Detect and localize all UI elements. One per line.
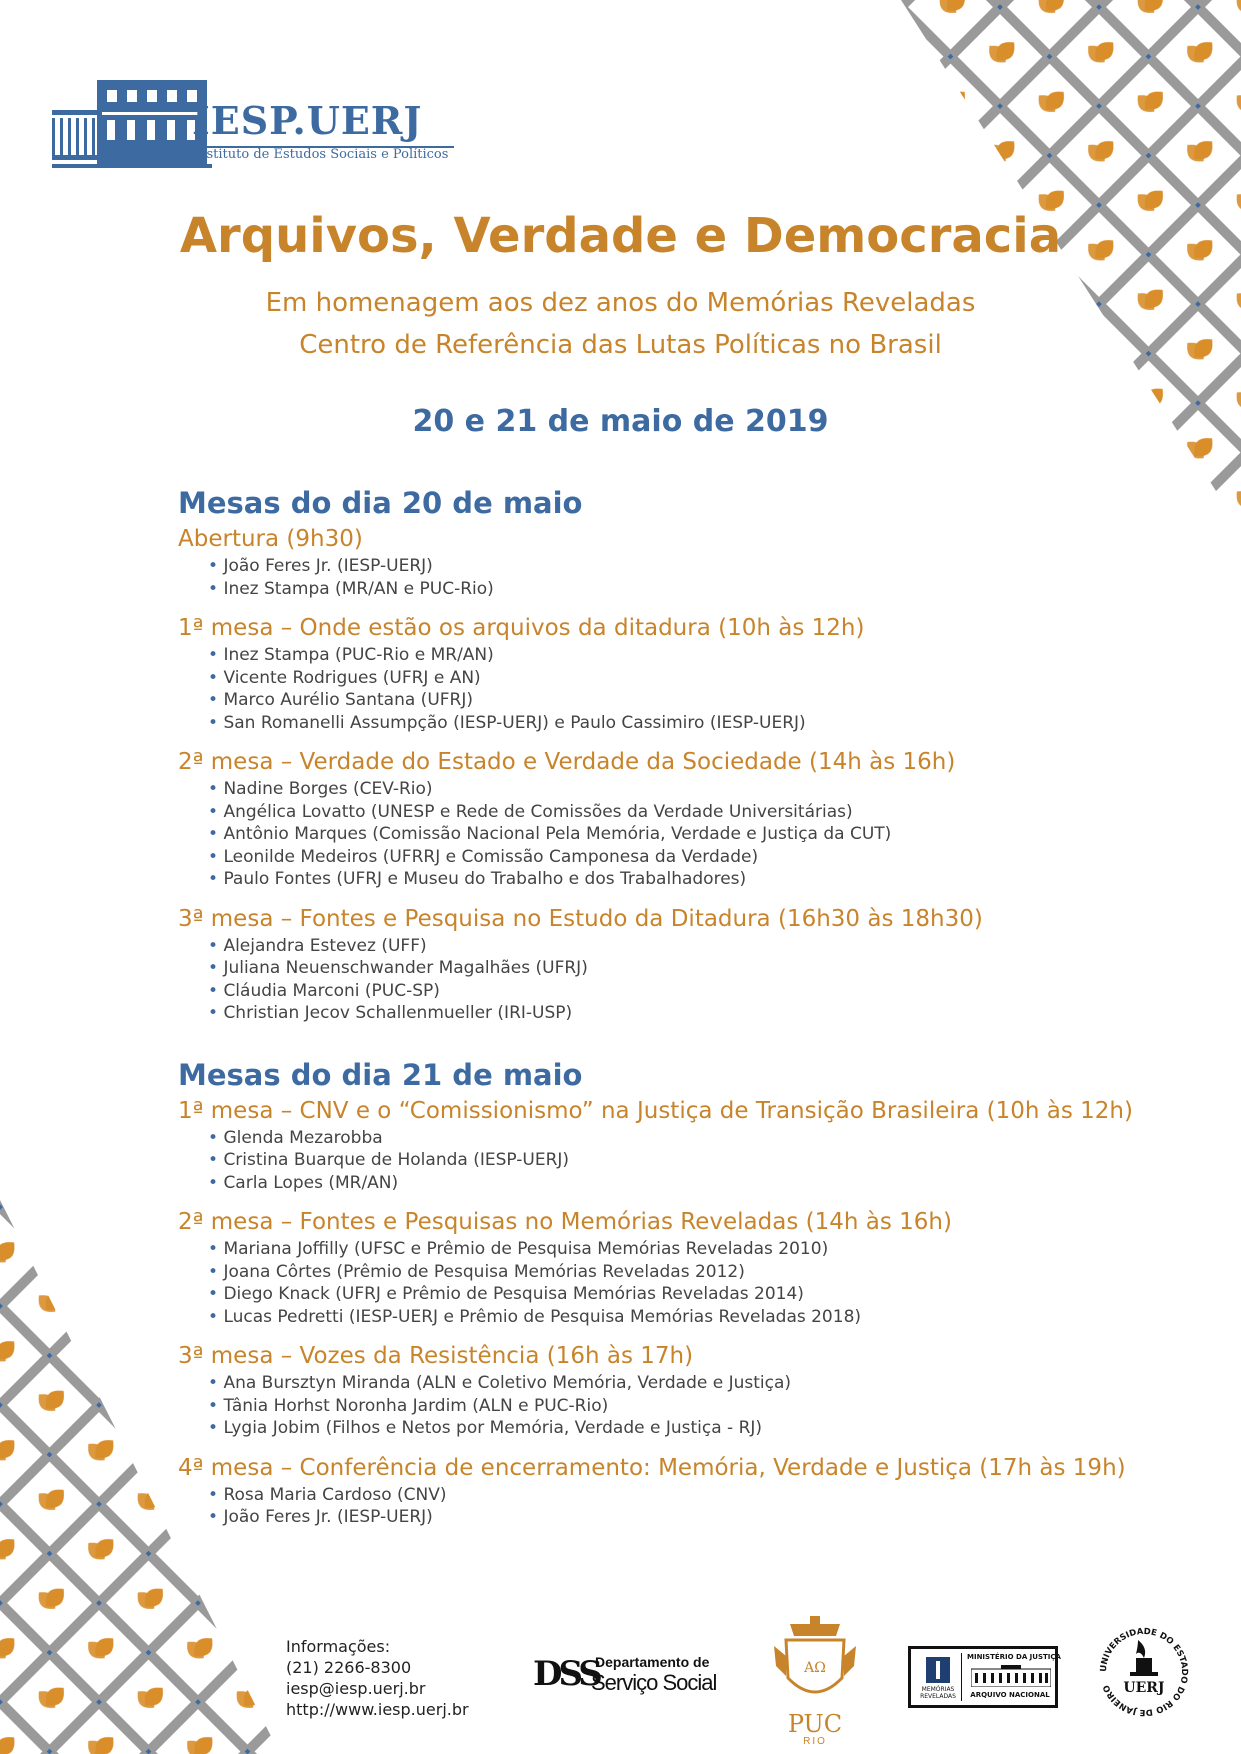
- speaker-item: • Mariana Joffilly (UFSC e Prêmio de Pesquisa Memórias Reveladas 2010): [208, 1238, 1138, 1261]
- speaker-item: • Diego Knack (UFRJ e Prêmio de Pesquisa Memórias Reveladas 2014): [208, 1283, 1138, 1306]
- speaker-item: • Inez Stampa (PUC-Rio e MR/AN): [208, 644, 1138, 667]
- uerj-ring-text: UNIVERSIDADE DO ESTADO DO RIO DE JANEIRO: [1098, 1626, 1190, 1718]
- speaker-list: [208, 778, 1138, 891]
- contact-info: [286, 1636, 469, 1720]
- program: [178, 483, 1138, 1541]
- day-heading: Mesas do dia 20 de maio: [178, 486, 583, 520]
- memorias-reveladas-label: MEMÓRIAS REVELADAS: [920, 1686, 956, 1700]
- event-date: 20 e 21 de maio de 2019: [412, 404, 829, 439]
- event-subtitle-line-1: Em homenagem aos dez anos do Memórias Reveladas: [265, 288, 976, 318]
- speaker-list: [208, 1238, 1138, 1328]
- iesp-logo-name: IESP.UERJ: [192, 98, 423, 143]
- speaker-list: [208, 935, 1138, 1025]
- speaker-list: [208, 555, 1138, 600]
- arquivo-nacional-building-icon: [971, 1665, 1051, 1687]
- uerj-logo: [1098, 1622, 1190, 1722]
- speaker-item: • Glenda Mezarobba: [208, 1127, 1138, 1150]
- puc-rio-logo: [772, 1616, 858, 1746]
- speaker-item: • Angélica Lovatto (UNESP e Rede de Comissões da Verdade Universitárias): [208, 801, 1138, 824]
- event-subtitle-line-2: Centro de Referência das Lutas Políticas no Brasil: [299, 330, 942, 360]
- puc-sub: RIO: [803, 1736, 827, 1747]
- speaker-item: • João Feres Jr. (IESP-UERJ): [208, 555, 1138, 578]
- dss-line-1: Departamento de: [595, 1654, 710, 1670]
- session-title: 4ª mesa – Conferência de encerramento: Memória, Verdade e Justiça (17h às 19h): [178, 1454, 1126, 1481]
- contact-label: Informações:: [286, 1637, 391, 1656]
- dss-mark: DSS: [533, 1654, 599, 1694]
- memorias-reveladas-arquivo-nacional-logo: [908, 1646, 1061, 1708]
- contact-website[interactable]: http://www.iesp.uerj.br: [286, 1700, 469, 1719]
- speaker-item: • Ana Bursztyn Miranda (ALN e Coletivo Memória, Verdade e Justiça): [208, 1372, 1138, 1395]
- speaker-item: • Inez Stampa (MR/AN e PUC-Rio): [208, 578, 1138, 601]
- session-title: 2ª mesa – Fontes e Pesquisas no Memórias Reveladas (14h às 16h): [178, 1209, 952, 1235]
- speaker-list: [208, 1127, 1138, 1195]
- speaker-item: • Leonilde Medeiros (UFRRJ e Comissão Camponesa da Verdade): [208, 846, 1138, 869]
- contact-phone: (21) 2266-8300: [286, 1658, 412, 1677]
- dss-line-2: Serviço Social: [591, 1670, 717, 1695]
- puc-name: PUC: [787, 1710, 843, 1738]
- session-title: 1ª mesa – Onde estão os arquivos da ditadura (10h às 12h): [178, 615, 865, 641]
- speaker-item: • Christian Jecov Schallenmueller (IRI-USP): [208, 1002, 1138, 1025]
- session-title: 2ª mesa – Verdade do Estado e Verdade da Sociedade (14h às 16h): [178, 749, 956, 775]
- speaker-item: • San Romanelli Assumpção (IESP-UERJ) e Paulo Cassimiro (IESP-UERJ): [208, 712, 1138, 735]
- speaker-item: • Juliana Neuenschwander Magalhães (UFRJ): [208, 957, 1138, 980]
- speaker-item: • Nadine Borges (CEV-Rio): [208, 778, 1138, 801]
- speaker-item: • Cláudia Marconi (PUC-SP): [208, 980, 1138, 1003]
- speaker-list: [208, 644, 1138, 734]
- speaker-item: • Lucas Pedretti (IESP-UERJ e Prêmio de Pesquisa Memórias Reveladas 2018): [208, 1306, 1138, 1329]
- memorias-reveladas-icon: [918, 1655, 958, 1685]
- contact-email[interactable]: iesp@iesp.uerj.br: [286, 1679, 426, 1698]
- day-heading: Mesas do dia 21 de maio: [178, 1057, 583, 1092]
- speaker-list: [208, 1372, 1138, 1440]
- session-title: 3ª mesa – Vozes da Resistência (16h às 17h): [178, 1343, 694, 1369]
- speaker-item: • Marco Aurélio Santana (UFRJ): [208, 689, 1138, 712]
- session-title: 1ª mesa – CNV e o “Comissionismo” na Justiça de Transição Brasileira (10h às 12h): [178, 1097, 1133, 1124]
- speaker-list: [208, 1484, 1138, 1529]
- iesp-logo-subtitle: Instituto de Estudos Sociais e Políticos: [193, 147, 449, 162]
- ministerio-justica-label: MINISTÉRIO DA JUSTIÇA: [967, 1653, 1061, 1661]
- uerj-name: UERJ: [1123, 1680, 1165, 1696]
- azulejo-pattern-top-right: [901, 0, 1241, 530]
- speaker-item: • Paulo Fontes (UFRJ e Museu do Trabalho e dos Trabalhadores): [208, 868, 1138, 891]
- uerj-torch-icon: [1130, 1640, 1158, 1676]
- speaker-item: • Rosa Maria Cardoso (CNV): [208, 1484, 1138, 1507]
- dss-logo: [533, 1652, 717, 1698]
- puc-crest-icon: [772, 1616, 858, 1708]
- speaker-item: • Alejandra Estevez (UFF): [208, 935, 1138, 958]
- speaker-item: • Carla Lopes (MR/AN): [208, 1172, 1138, 1195]
- speaker-item: • Lygia Jobim (Filhos e Netos por Memória, Verdade e Justiça - RJ): [208, 1417, 1138, 1440]
- speaker-item: • João Feres Jr. (IESP-UERJ): [208, 1506, 1138, 1529]
- session-title: 3ª mesa – Fontes e Pesquisa no Estudo da Ditadura (16h30 às 18h30): [178, 905, 983, 932]
- event-title: Arquivos, Verdade e Democracia: [179, 208, 1062, 264]
- speaker-item: • Antônio Marques (Comissão Nacional Pela Memória, Verdade e Justiça da CUT): [208, 823, 1138, 846]
- session-title: Abertura (9h30): [178, 526, 363, 552]
- puc-emblem-text: AΩ: [804, 1660, 826, 1676]
- speaker-item: • Cristina Buarque de Holanda (IESP-UERJ): [208, 1149, 1138, 1172]
- arquivo-nacional-label: ARQUIVO NACIONAL: [970, 1691, 1050, 1699]
- speaker-item: • Joana Côrtes (Prêmio de Pesquisa Memórias Reveladas 2012): [208, 1261, 1138, 1284]
- speaker-item: • Vicente Rodrigues (UFRJ e AN): [208, 667, 1138, 690]
- day-separator: [178, 1037, 1138, 1055]
- speaker-item: • Tânia Horhst Noronha Jardim (ALN e PUC-Rio): [208, 1395, 1138, 1418]
